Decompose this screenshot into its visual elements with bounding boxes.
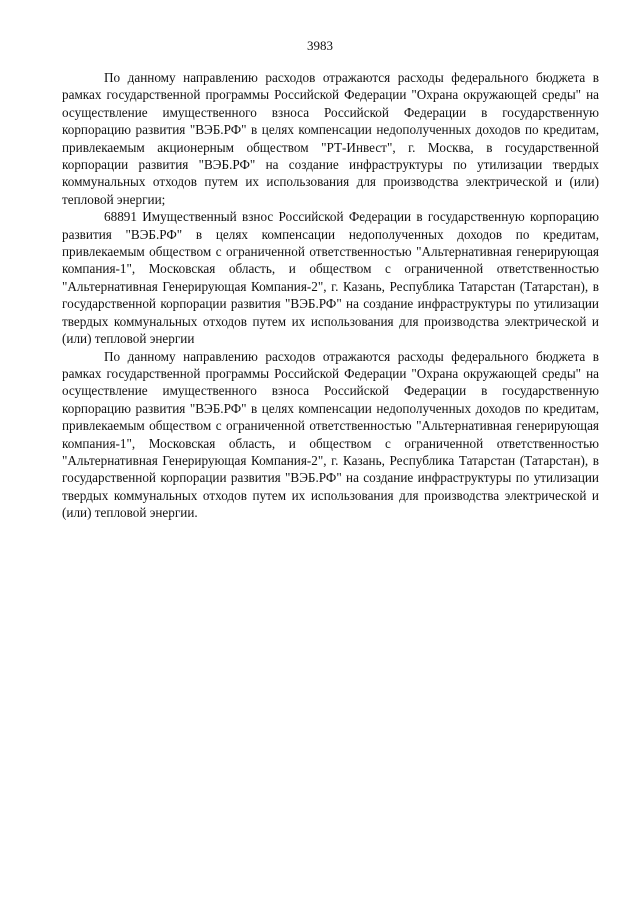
paragraph-expense-description-2: По данному направлению расходов отражаются расходы федерального бюджета в рамках государственной программы Российской Федерации "Охрана окружающей среды" на осуществление имущественного взноса Российской Федерации в государственную корпорацию развития "ВЭБ.РФ" в целях компенсации недополученных доходов по кредитам, привлекаемым обществом с ограниченной ответственностью "Альтернативная генерирующая компания-1", Московская область, и обществом с ограниченной ответственностью "Альтернативная Генерирующая Компания-2", г. Казань, Республика Татарстан (Татарстан), в государственной корпорации развития "ВЭБ.РФ" на создание инфраструктуры по утилизации твердых коммунальных отходов путем их использования для производства электрической и (или) тепловой энергии. bbox=[62, 348, 599, 521]
paragraph-expense-description-1: По данному направлению расходов отражаются расходы федерального бюджета в рамках государственной программы Российской Федерации "Охрана окружающей среды" на осуществление имущественного взноса Российской Федерации в государственную корпорацию развития "ВЭБ.РФ" в целях компенсации недополученных доходов по кредитам, привлекаемым акционерным обществом "РТ-Инвест", г. Москва, в государственной корпорации развития "ВЭБ.РФ" на создание инфраструктуры по утилизации твердых коммунальных отходов путем их использования для производства электрической и (или) тепловой энергии; bbox=[62, 70, 599, 207]
document-body bbox=[62, 69, 599, 522]
page-number: 3983 bbox=[307, 38, 333, 53]
paragraph-code-68891: 68891 Имущественный взнос Российской Федерации в государственную корпорацию развития "ВЭБ.РФ" в целях компенсации недополученных доходов по кредитам, привлекаемым обществом с ограниченной ответственностью "Альтернативная генерирующая компания-1", Московская область, и обществом с ограниченной ответственностью "Альтернативная Генерирующая Компания-2", г. Казань, Республика Татарстан (Татарстан), в государственной корпорации развития "ВЭБ.РФ" на создание инфраструктуры по утилизации твердых коммунальных отходов путем их использования для производства электрической и (или) тепловой энергии bbox=[62, 209, 599, 347]
